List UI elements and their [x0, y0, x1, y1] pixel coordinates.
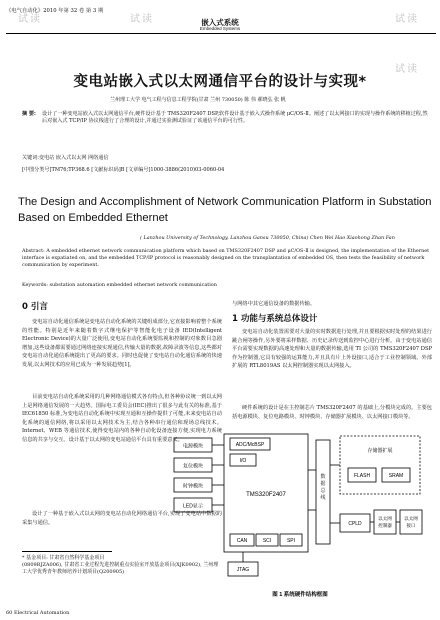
footnote-line: * 基金项目: 甘肃省自然科学基金项目	[22, 555, 105, 561]
watermark: 试读	[130, 14, 154, 25]
eth-interface-box	[400, 510, 422, 534]
memory-expansion-box	[340, 436, 420, 494]
paper-title-cn: 变电站嵌入式以太网通信平台的设计与实现*	[73, 74, 367, 90]
section-title: 嵌入式系统	[201, 18, 239, 27]
eth-controller-label: 以太网控制器	[378, 516, 392, 528]
sci-label: SCI	[262, 538, 272, 544]
watermark: 试读	[395, 64, 419, 75]
abstract-label: 摘 要:	[22, 111, 36, 117]
intro-paragraph-3: 设计了一种基于嵌入式以太网的变电站自动化网络通信平台,实现了变电站中数据的采集与通信。	[22, 511, 222, 526]
affiliation-en: ( Lanzhou University of Technology, Lanzhou Gansu 730050, China) Chen Wei Hao Xiaohong Zhan Fan	[140, 235, 395, 241]
memory-expansion-label: 存储器扩展	[367, 448, 393, 454]
keywords-en: Keywords: substation automation embedded ethernet network communication	[22, 282, 217, 288]
classification-cn: [中图分类号]TM76;TP368.6 [文献标识码]B [文章编号]1000-3886(2010)03-0060-04	[22, 167, 225, 173]
footnote-line: (0809RJZA006), 甘肃省工业过程先进控制重点实验室开放基金项目(XJK0902), 兰州理工大学优秀青年教师培养计划项目(Q200905)	[22, 562, 219, 575]
io-label: I/O	[239, 458, 247, 464]
hardware-block-diagram	[168, 430, 432, 610]
running-header: 《电气自动化》2010 年第 32 卷 第 3 期	[6, 8, 104, 14]
paper-title-en: The Design and Accomplishment of Network Communication Platform in Substation Based on Embedded Ethernet	[18, 196, 432, 224]
watermark: 试读	[18, 14, 42, 25]
dsp-label: TMS320F2407	[246, 492, 286, 498]
page-footer: 60 Electrical Automation	[6, 610, 70, 616]
eth-controller-box	[374, 510, 396, 534]
heading-system-design: 1 功能与系统总体设计	[232, 314, 318, 324]
intro-paragraph-1: 变电站自动化通信系统是变电站自动化系统的关键组成部分,它直接影响着整个系统的性能。特别是近年来随着数字式继电保护等智能化电子设备 IED(Intelligent Electronic Device)的大量广泛使用,变电站自动化系统要监视和控制的对象数目急剧增加,这些设备都需要通过网络连接实现通信,传输大量的数据,故障录波等信息,这些都对变电站自动化通信系统提出了更高的要求。同时也促使了变电站自动化通信系统的快速发展,以太网技术的应用已成为一种发展趋势[1]。	[22, 319, 222, 368]
design-paragraph-2: 硬件系统的设计是在主控制芯片 TMS320F2407 的基础上,分模块完成的。主要包括电源模块、复位电路模块、时钟模块、存储器扩展模块、以太网接口模块等。	[232, 405, 432, 420]
watermark: 试读	[395, 14, 419, 25]
keywords-cn: 关键词:变电站 嵌入式以太网 网络通信	[22, 155, 109, 161]
header-rule	[6, 33, 436, 34]
abstract-en: Abstract: A embedded ethernet network communication platform which based on TMS320F2407 DSP and μC/OS-Ⅱ is designed, the implementation of the Ethernet interface is expatiated on, and the embedded TCP/IP protocol is reasonably designed on the transplantation of embedded OS, then tests the feasibility of network communication by experiment.	[22, 248, 430, 268]
figure-caption: 图 1 系统硬件结构框图	[272, 592, 328, 598]
affiliation-cn: 兰州理工大学 电气工程与信息工程学院(甘肃 兰州 730050) 陈 伟 郝晓弘 张 帆	[110, 97, 286, 103]
design-paragraph-1: 变电站自动化装置需要对大量的实时数据进行处理,并且要根据实时处理的结果进行跳合闸等操作,另外要将采样数据、历史记录传送到监控中心进行分析。由于变电站通信平台需要实现数据的高速处理和大量的数据传输,选用 TI 公司的 TMS320F2407 DSP 作为控制器,它具有较强的运算能力,并且具有片上外设接口,适合于工业控制领域。外部扩展的 RTL8019AS 以太网控制器实现以太网接入。	[232, 329, 432, 369]
section-subtitle: Embedded Systems	[199, 26, 241, 31]
heading-introduction: 0 引言	[22, 302, 48, 312]
power-module-label: 电源模块	[182, 443, 204, 450]
abstract-cn: 设计了一种变电站嵌入式以太网通信平台,硬件设计基于 TMS320F2407 DSP,软件设计基于嵌入式操作系统 μC/OS-Ⅱ。阐述了以太网接口的实现与操作系统的移植过程,然后对嵌入式 TCP/IP 协议栈进行了合理的设计,并通过实验测试验证了该通信平台的可行性。	[42, 111, 428, 125]
data-bus-label: 数据总线	[320, 474, 326, 501]
cpld-label: CPLD	[348, 521, 362, 527]
adc-label: ADC/McBSP	[235, 442, 265, 448]
reset-module-label: 复位模块	[182, 463, 204, 470]
flash-label: FLASH	[353, 473, 371, 479]
right-lead-text: 与网络中其它通信设备的数据传输。	[232, 301, 316, 307]
clock-module-label: 时钟模块	[182, 483, 204, 490]
led-display-label: LED显示	[183, 503, 203, 510]
footnote-rule	[22, 551, 112, 552]
can-label: CAN	[236, 538, 248, 544]
intro-paragraph-2: 目前变电站自动化系统采用的几种网络通信模式各有特点,但各种协议统一到以太网上是网络通信发展的一大趋势。国际电工委员会(IEC)推出了很多与此有关的标准,基于 IEC61850 标准,为变电站自动化系统中实现互通和互操作提供了可能,未来变电站自动化系统的通信网络,将以采用以太网技术为主,结合各种串行通信和现场总线技术。Internet、WEB 等通信技术,使得变电站内的各种自动化设备连接方便,实现电力系统信息的共享与交互。设计基于以太网的变电站通信平台具有重要意义。	[22, 394, 222, 443]
jtag-label: JTAG	[236, 567, 250, 573]
eth-interface-label: 以太网接口	[404, 516, 418, 528]
sram-label: SRAM	[388, 473, 404, 479]
spi-label: SPI	[286, 538, 296, 544]
